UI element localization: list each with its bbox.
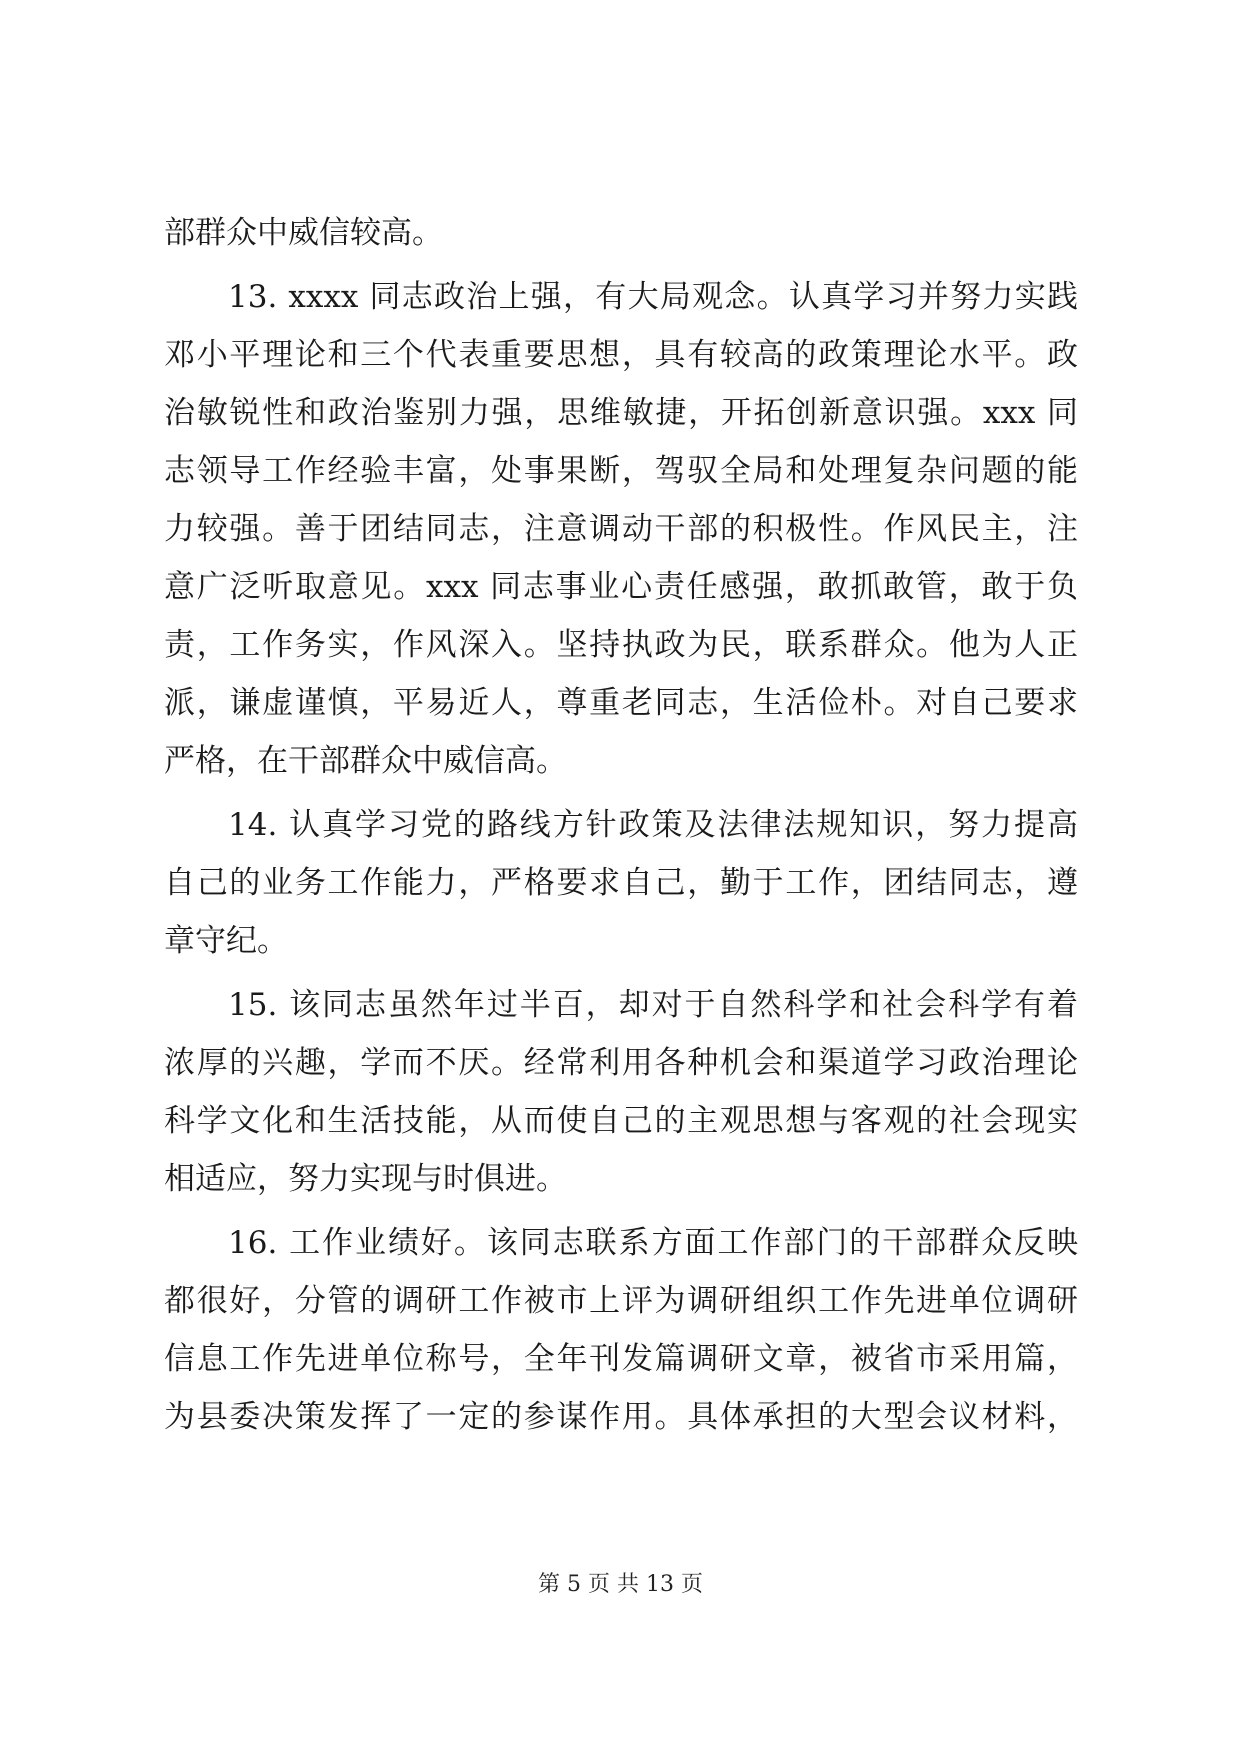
paragraph-16-line: 16. 工作业绩好。该同志联系方面工作部门的干部群众反映	[228, 1225, 1078, 1261]
paragraph-13-line: 治敏锐性和政治鉴别力强，思维敏捷，开拓创新意识强。xxx 同	[164, 395, 1078, 431]
paragraph-15-line: 科学文化和生活技能，从而使自己的主观思想与客观的社会现实	[164, 1103, 1078, 1139]
paragraph-16-line: 都很好，分管的调研工作被市上评为调研组织工作先进单位调研	[164, 1283, 1078, 1319]
paragraph-13-line: 13. xxxx 同志政治上强，有大局观念。认真学习并努力实践	[228, 279, 1078, 315]
paragraph-14-line: 自己的业务工作能力，严格要求自己，勤于工作，团结同志，遵	[164, 865, 1078, 901]
paragraph-13-line: 志领导工作经验丰富，处事果断，驾驭全局和处理复杂问题的能	[164, 453, 1078, 489]
paragraph-13-line: 严格，在干部群众中威信高。	[164, 743, 567, 779]
paragraph-14-line: 14. 认真学习党的路线方针政策及法律法规知识，努力提高	[228, 807, 1078, 843]
paragraph-15-line: 相适应，努力实现与时俱进。	[164, 1161, 567, 1197]
paragraph-15-line: 15. 该同志虽然年过半百，却对于自然科学和社会科学有着	[228, 987, 1078, 1023]
paragraph-13-line: 派，谦虚谨慎，平易近人，尊重老同志，生活俭朴。对自己要求	[164, 685, 1078, 721]
paragraph-13-line: 力较强。善于团结同志，注意调动干部的积极性。作风民主，注	[164, 511, 1078, 547]
paragraph-16-line: 信息工作先进单位称号，全年刊发篇调研文章，被省市采用篇，	[164, 1341, 1078, 1377]
paragraph-13-line: 意广泛听取意见。xxx 同志事业心责任感强，敢抓敢管，敢于负	[164, 569, 1078, 605]
page-number: 第 5 页 共 13 页	[538, 1572, 703, 1597]
paragraph-line: 部群众中威信较高。	[164, 215, 443, 251]
paragraph-13-line: 邓小平理论和三个代表重要思想，具有较高的政策理论水平。政	[164, 337, 1078, 373]
paragraph-13-line: 责，工作务实，作风深入。坚持执政为民，联系群众。他为人正	[164, 627, 1078, 663]
paragraph-16-line: 为县委决策发挥了一定的参谋作用。具体承担的大型会议材料，	[164, 1399, 1078, 1435]
paragraph-15-line: 浓厚的兴趣，学而不厌。经常利用各种机会和渠道学习政治理论	[164, 1045, 1078, 1081]
paragraph-14-line: 章守纪。	[164, 923, 288, 959]
